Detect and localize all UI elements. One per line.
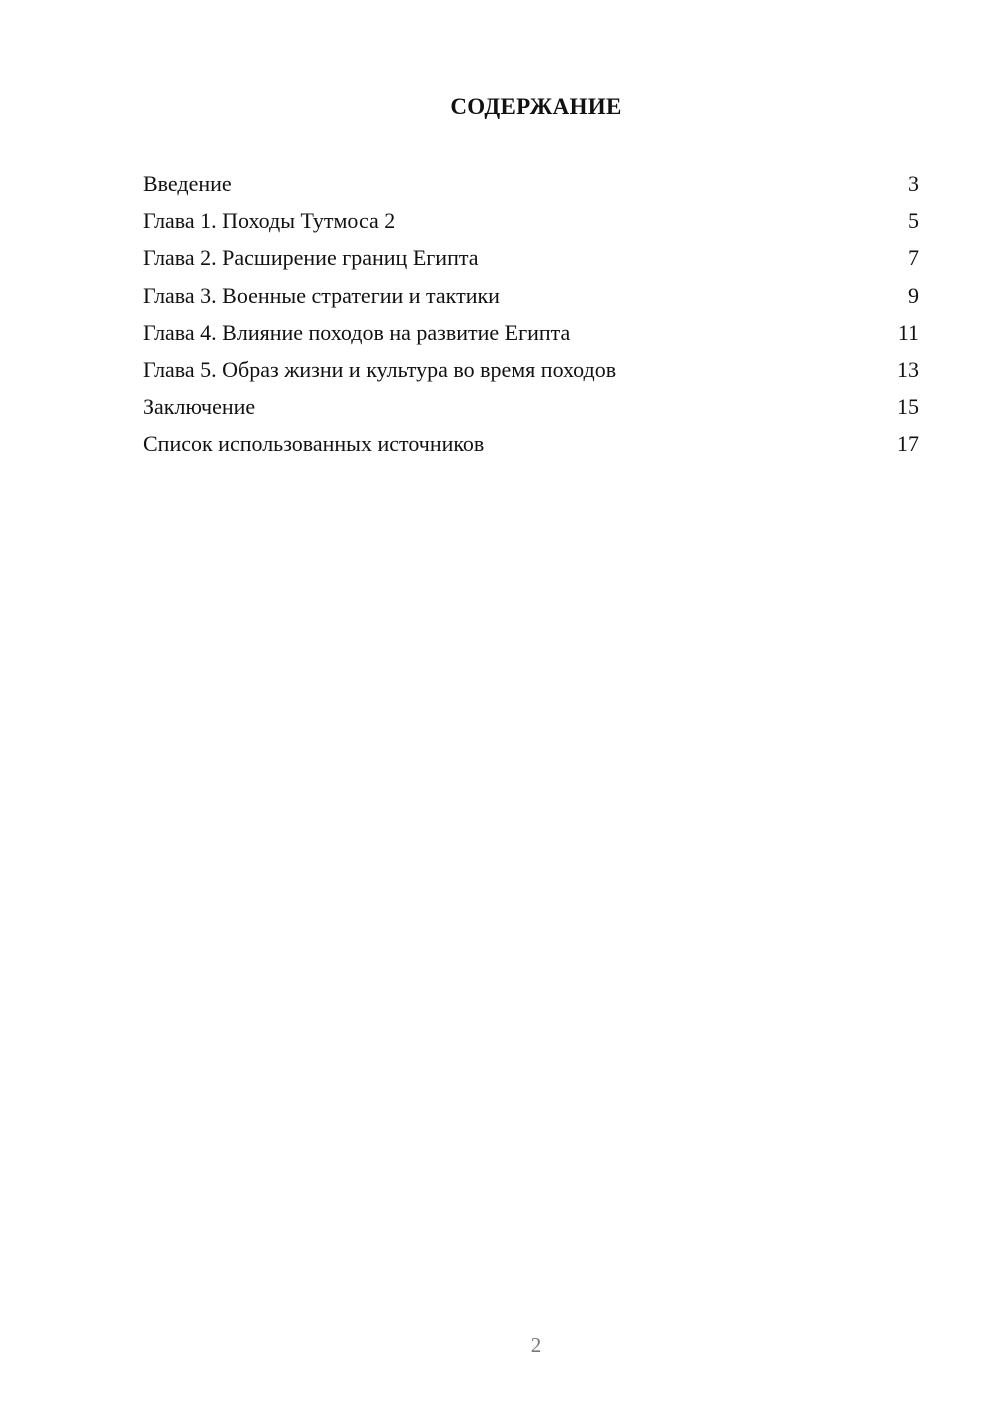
toc-entry-label: Глава 4. Влияние походов на развитие Египта	[143, 319, 571, 345]
toc-entry-page: 13	[897, 356, 919, 382]
toc-entry-label: Глава 5. Образ жизни и культура во время походов	[143, 356, 617, 382]
toc-entry-references	[143, 429, 919, 466]
page-number: 2	[530, 1333, 542, 1357]
toc-entry-page: 15	[897, 394, 919, 420]
toc-entry-label: Глава 3. Военные стратегии и тактики	[143, 282, 500, 308]
toc-entry-label: Заключение	[143, 394, 256, 420]
toc-entry-page: 5	[908, 208, 919, 234]
toc-entry-page: 3	[908, 171, 919, 196]
toc-entry-introduction	[143, 169, 919, 206]
toc-entry-chapter-3	[143, 281, 919, 318]
toc-entry-label: Глава 2. Расширение границ Египта	[143, 245, 479, 271]
table-of-contents	[143, 169, 919, 467]
toc-entry-chapter-2	[143, 243, 919, 280]
toc-entry-page: 11	[897, 319, 919, 345]
toc-entry-page: 9	[908, 282, 919, 308]
toc-entry-page: 17	[897, 431, 919, 457]
toc-entry-label: Введение	[143, 171, 232, 196]
toc-entry-chapter-1	[143, 206, 919, 243]
toc-entry-page: 7	[908, 245, 919, 271]
toc-entry-conclusion	[143, 392, 919, 429]
toc-entry-chapter-5	[143, 355, 919, 392]
toc-entry-label: Список использованных источников	[143, 431, 485, 457]
toc-entry-chapter-4	[143, 318, 919, 355]
toc-entry-label: Глава 1. Походы Тутмоса 2	[143, 208, 396, 234]
page-title: СОДЕРЖАНИЕ	[450, 94, 622, 119]
